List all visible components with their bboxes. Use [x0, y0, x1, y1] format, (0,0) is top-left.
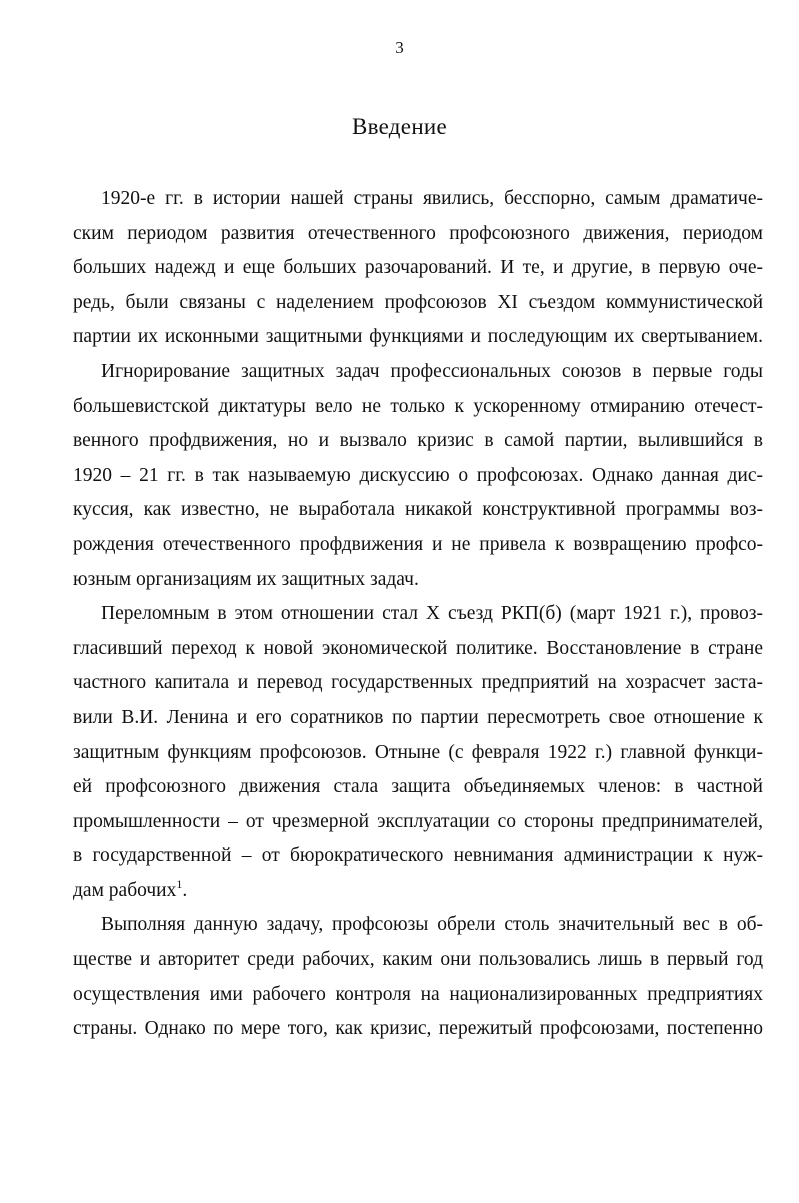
- text-line: юзным организациям их защитных задач.: [73, 568, 419, 590]
- text-line: вили В.И. Ленина и его соратников по партии пересмотреть свое отношение к: [73, 706, 763, 728]
- page-title: Введение: [351, 114, 448, 139]
- text-line: венного профдвижения, но и вызвало кризис в самой партии, вылившийся в: [73, 430, 763, 452]
- text-line: гласивший переход к новой экономической политике. Восстановление в стране: [73, 637, 763, 659]
- text-line: ществе и авторитет среди рабочих, каким они пользовались лишь в первый год: [73, 949, 763, 971]
- text-line: ей профсоюзного движения стала защита объединяемых членов: в частной: [73, 776, 763, 798]
- body-text: [73, 182, 763, 1047]
- text-line: Выполняя данную задачу, профсоюзы обрели столь значительный вес в об-: [101, 914, 763, 936]
- text-line: большевистской диктатуры вело не только к ускоренному отмиранию отечест-: [73, 395, 763, 417]
- text-line: партии их исконными защитными функциями и последующим их свертыванием.: [73, 326, 763, 348]
- text-line-segment: дам рабочих: [73, 879, 177, 901]
- text-line: 1920 – 21 гг. в так называемую дискуссию о профсоюзах. Однако данная дис-: [73, 464, 763, 486]
- paragraph: [73, 355, 763, 597]
- text-line: редь, были связаны с наделением профсоюзов XI съездом коммунистической: [73, 291, 763, 313]
- page-number: 3: [395, 38, 404, 57]
- text-line: страны. Однако по мере того, как кризис, пережитый профсоюзами, постепенно: [73, 1018, 763, 1040]
- text-line: Переломным в этом отношении стал X съезд РКП(б) (март 1921 г.), провоз-: [101, 603, 763, 625]
- paragraph: [73, 182, 763, 355]
- text-line: куссия, как известно, не выработала никакой конструктивной программы воз-: [73, 499, 763, 521]
- text-line: ским периодом развития отечественного профсоюзного движения, периодом: [73, 222, 763, 244]
- text-line: промышленности – от чрезмерной эксплуатации со стороны предпринимателей,: [73, 810, 763, 832]
- text-line-tail: .: [182, 879, 188, 901]
- text-line: больших надежд и еще больших разочарований. И те, и другие, в первую оче-: [73, 257, 763, 279]
- text-line: в государственной – от бюрократического невнимания администрации к нуж-: [73, 845, 763, 867]
- text-line: защитным функциям профсоюзов. Отныне (с февраля 1922 г.) главной функци-: [73, 741, 763, 763]
- text-line: [73, 874, 763, 909]
- text-line: частного капитала и перевод государственных предприятий на хозрасчет заста-: [73, 672, 763, 694]
- text-line: 1920-е гг. в истории нашей страны явились, бесспорно, самым драматиче-: [101, 188, 763, 209]
- text-line: Игнорирование защитных задач профессиональных союзов в первые годы: [101, 360, 763, 382]
- text-line: рождения отечественного профдвижения и не привела к возвращению профсо-: [73, 533, 763, 555]
- paragraph: [73, 908, 763, 1046]
- paragraph: [73, 597, 763, 908]
- footnote-reference[interactable]: 1: [176, 876, 183, 891]
- text-line: осуществления ими рабочего контроля на национализированных предприятиях: [73, 983, 763, 1005]
